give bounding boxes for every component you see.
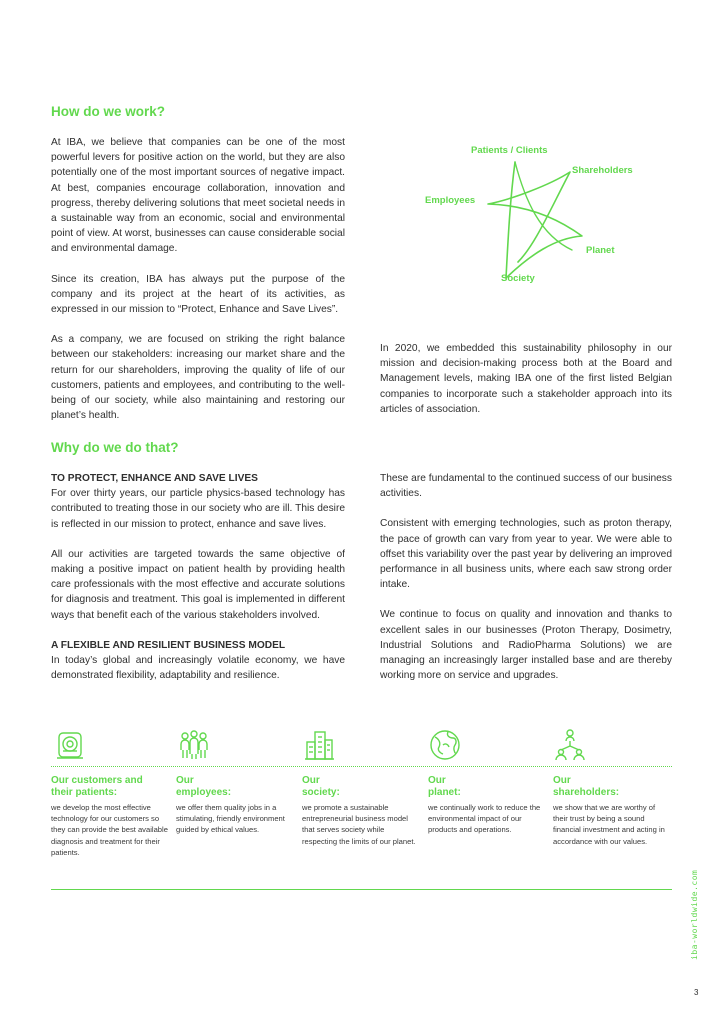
card-title-line: Our — [553, 775, 571, 786]
card-title-line: employees: — [176, 787, 232, 798]
card-body-society: we promote a sustainable entrepreneurial business model that serves society while respecting the limits of our planet. — [302, 803, 416, 846]
card-body-customers: we develop the most effective technology for our customers so they can provide the best available diagnosis and treatment for their patients. — [51, 803, 168, 857]
star-label-planet: Planet — [586, 245, 615, 256]
paragraph: For over thirty years, our particle physics-based technology has contributed to treating those in our society who are ill. This desire is reflected in our mission to protect, enhance and save lives. — [51, 488, 345, 530]
card-title-line: Our — [176, 775, 194, 786]
right-column-why — [380, 471, 672, 698]
paragraph: All our activities are targeted towards the same objective of making a positive impact on patient health by providing health care professionals with the most effective and accurate solutions for diagnosis and treatment. This goal is implemented in different ways that benefit each of the various stakeholders involved. — [51, 548, 345, 621]
section-heading-why: Why do we do that? — [51, 440, 179, 455]
subheading: TO PROTECT, ENHANCE AND SAVE LIVES — [51, 473, 258, 484]
left-column-why — [51, 471, 345, 698]
dotted-divider — [51, 766, 672, 767]
paragraph: Since its creation, IBA has always put the purpose of the company and its project at the heart of its activities, as expressed in our mission to “Protect, Enhance and Save Lives”. — [51, 273, 345, 316]
card-title-line: planet: — [428, 787, 461, 798]
card-title-line: society: — [302, 787, 340, 798]
star-label-patients: Patients / Clients — [471, 145, 548, 156]
card-body-employees: we offer them quality jobs in a stimulating, friendly environment guided by ethical values. — [176, 803, 285, 835]
card-body-shareholders: we show that we are worthy of their trust by being a sound financial investment and acting in accordance with our values. — [553, 803, 665, 846]
card-title-shareholders — [553, 775, 673, 799]
card-body-planet: we continually work to reduce the environmental impact of our products and operations. — [428, 803, 541, 835]
card-title-customers — [51, 775, 171, 799]
card-title-line: shareholders: — [553, 787, 620, 798]
card-title-planet — [428, 775, 548, 799]
paragraph: In 2020, we embedded this sustainability philosophy in our mission and decision-making process both at the Board and Management levels, making IBA one of the first listed Belgian companies to incorporate such a stakeholder approach into its articles of association. — [380, 343, 672, 415]
paragraph: Consistent with emerging technologies, such as proton therapy, the pace of growth can vary from year to year. We were able to offset this variability over the past year by delivering an improved performance in all business units, where each saw strong order intake. — [380, 518, 672, 591]
left-column-how — [51, 135, 345, 438]
bottom-divider — [51, 889, 672, 890]
right-column-how — [380, 341, 672, 432]
employees-group-icon — [177, 728, 211, 762]
card-title-line: Our customers and — [51, 775, 143, 786]
card-title-society — [302, 775, 422, 799]
card-title-line: Our — [428, 775, 446, 786]
city-buildings-icon — [302, 728, 336, 762]
paragraph: At IBA, we believe that companies can be one of the most powerful levers for positive action on the world, but they are also potentially one of the most important sources of negative impact. At best, companies encourage collaboration, innovation and progress, thereby delivering solutions that meet societal needs in a sustainable way from an economic, social and environmental point of view. At worst, businesses can cause considerable social and environmental damage. — [51, 137, 345, 255]
card-title-employees — [176, 775, 296, 799]
paragraph: In today’s global and increasingly volatile economy, we have demonstrated flexibility, adaptability and resilience. — [51, 655, 345, 682]
section-heading-how: How do we work? — [51, 104, 166, 119]
paragraph: These are fundamental to the continued success of our business activities. — [380, 473, 672, 500]
card-title-line: Our — [302, 775, 320, 786]
paragraph: As a company, we are focused on striking the right balance between our stakeholders: increasing our market share and the return for our shareholders, improving the quality of life of our customers, patients and employees, and contributing to the well-being of our society, while also maintaining and restoring our planet’s health. — [51, 334, 345, 422]
card-title-line: their patients: — [51, 787, 118, 798]
website-url[interactable]: iba-worldwide.com — [690, 869, 699, 960]
star-label-employees: Employees — [425, 195, 476, 206]
proton-therapy-machine-icon — [53, 728, 87, 762]
paragraph: We continue to focus on quality and innovation and thanks to excellent sales in our businesses (Proton Therapy, Dosimetry, Industrial Solutions and RadioPharma Solutions) we are managing an increasingly larger installed base and are thereby working more on service and upgrades. — [380, 609, 672, 682]
globe-icon — [428, 728, 462, 762]
star-label-society: Society — [501, 273, 535, 284]
subheading: A FLEXIBLE AND RESILIENT BUSINESS MODEL — [51, 639, 286, 651]
shareholders-network-icon — [553, 728, 587, 762]
star-label-shareholders: Shareholders — [572, 165, 633, 176]
page-number: 3 — [694, 988, 699, 997]
